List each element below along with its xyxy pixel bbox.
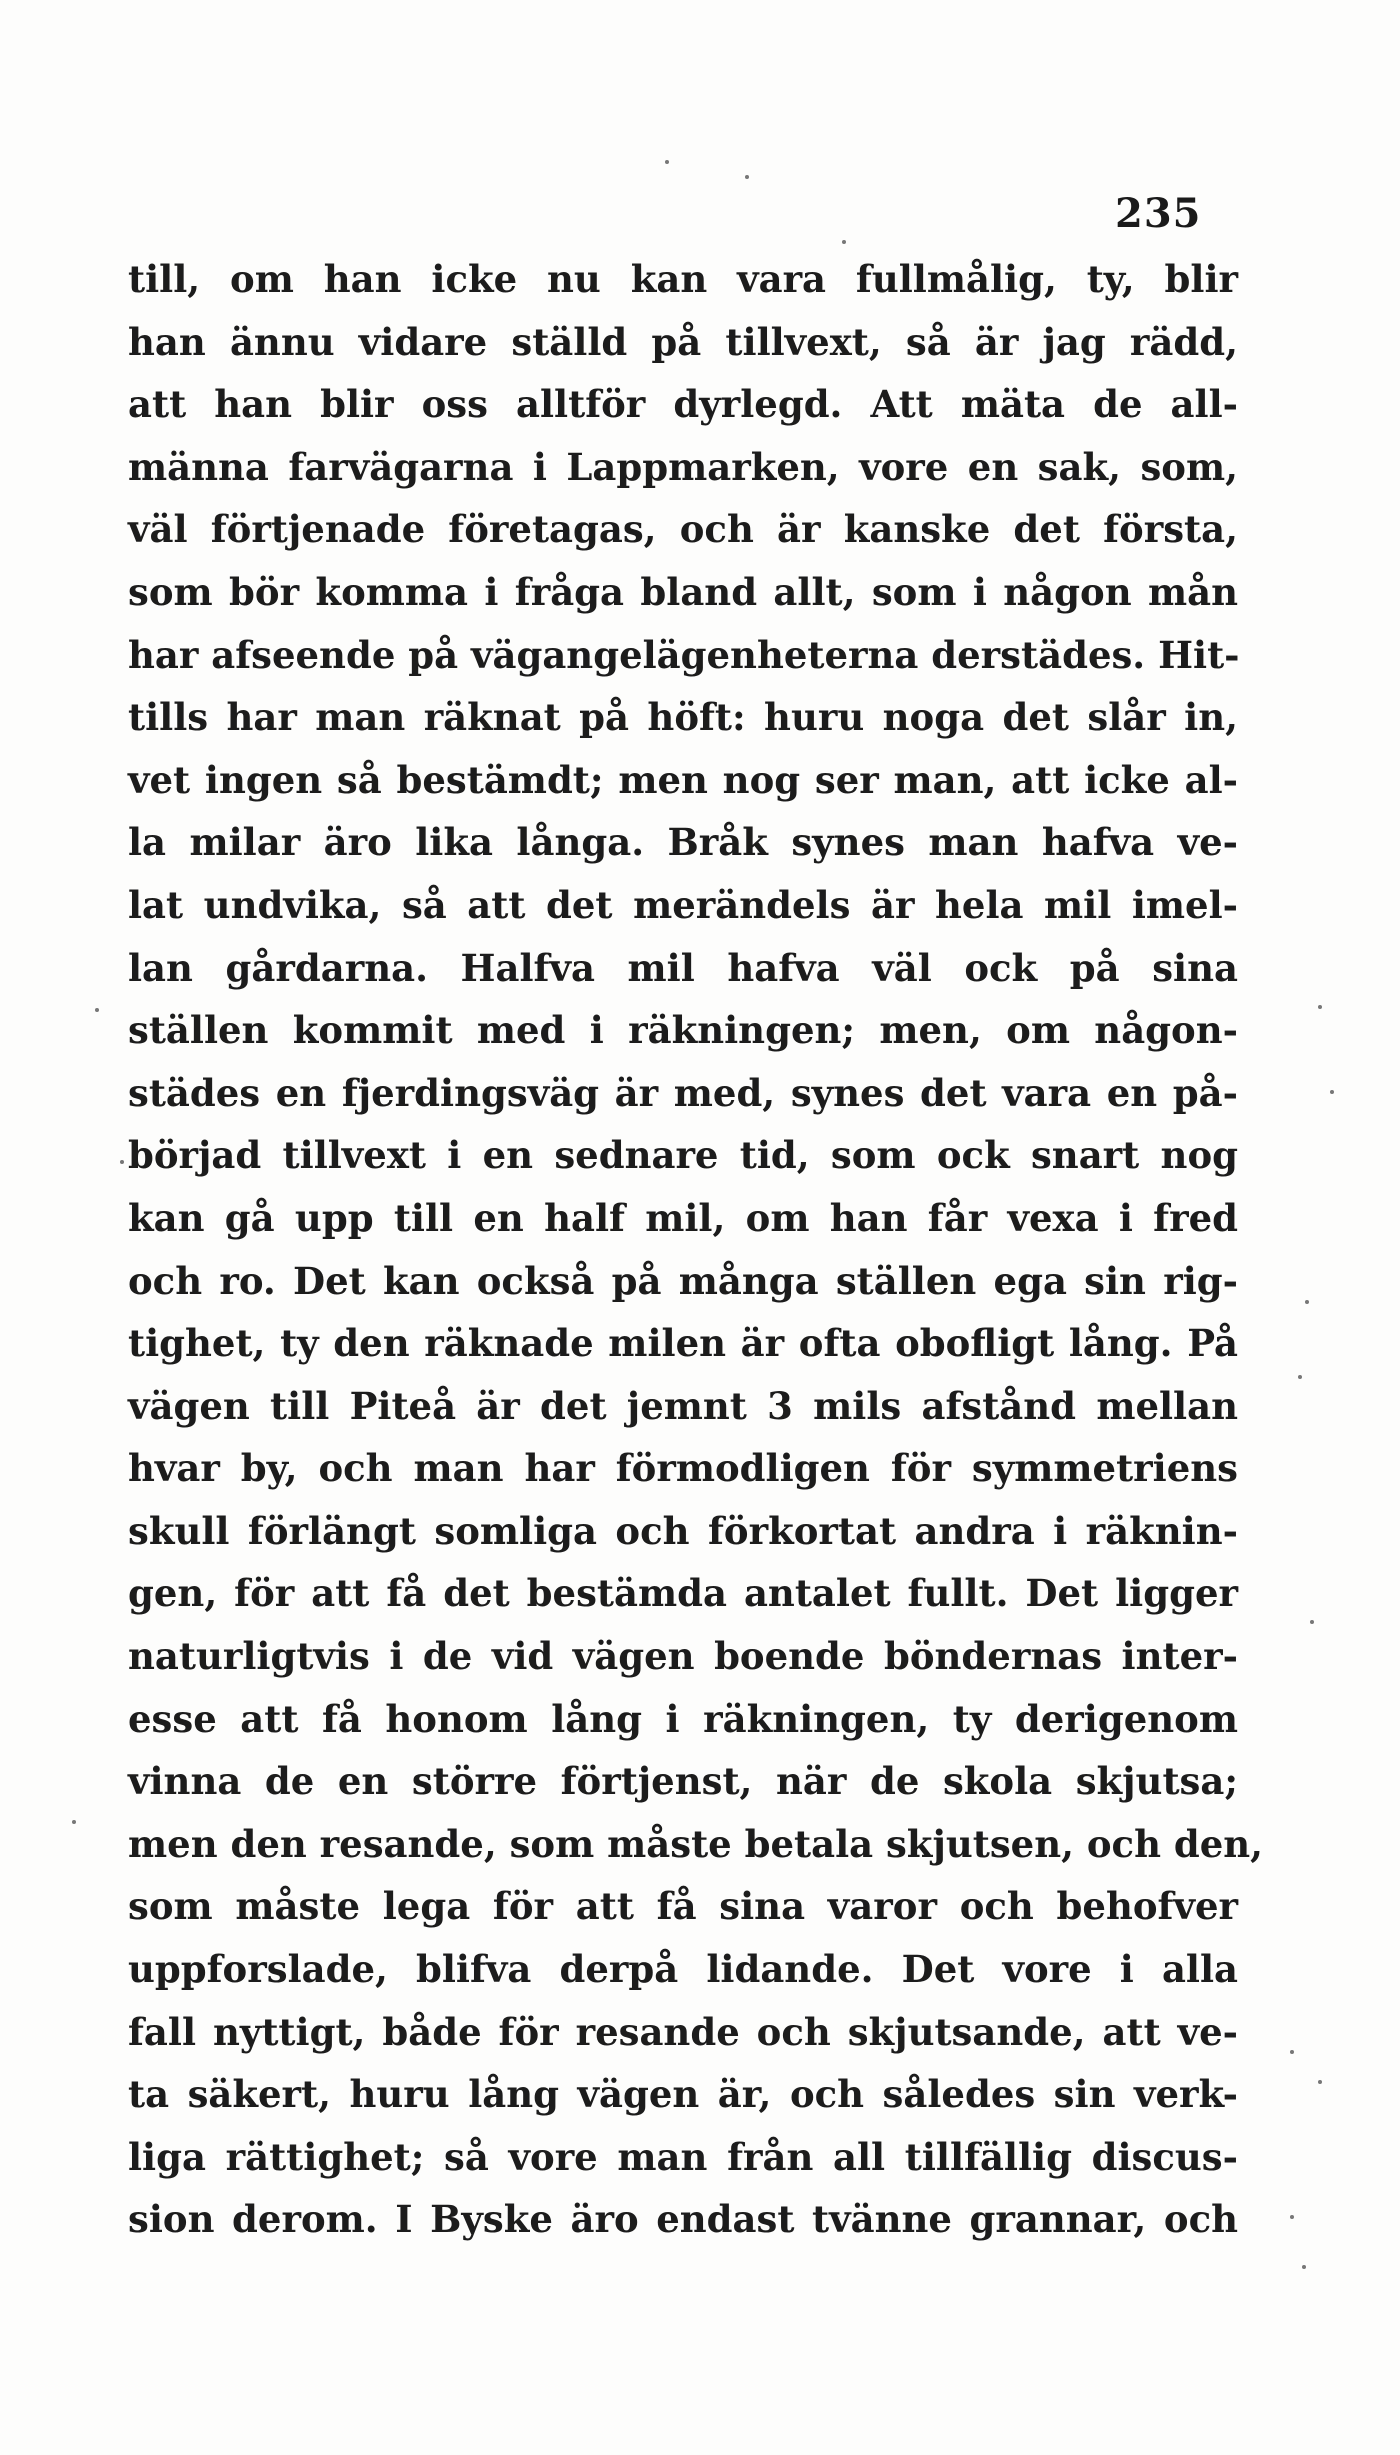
text-line: ställen kommit med i räkningen; men, om någon- (128, 1008, 1238, 1053)
scan-speck (842, 240, 846, 244)
text-line: väl förtjenade företagas, och är kanske det första, (128, 507, 1238, 552)
text-line: men den resande, som måste betala skjutsen, och den, (128, 1821, 1264, 1866)
text-line: börjad tillvext i en sednare tid, som ock snart nog (128, 1133, 1238, 1178)
text-line: som måste lega för att få sina varor och behofver (128, 1884, 1238, 1929)
text-line: vinna de en större förtjenst, när de skola skjutsa; (128, 1759, 1238, 1804)
text-line: la milar äro lika långa. Bråk synes man hafva ve- (128, 820, 1238, 865)
text-line: har afseende på vägangelägenheterna derstädes. Hit- (128, 632, 1240, 677)
scan-speck (1310, 1620, 1314, 1624)
text-line: skull förlängt somliga och förkortat andra i räknin- (128, 1508, 1238, 1553)
text-line: lat undvika, så att det merändels är hela mil imel- (128, 882, 1238, 927)
text-line: vet ingen så bestämdt; men nog ser man, att icke al- (128, 757, 1238, 802)
text-line: naturligtvis i de vid vägen boende böndernas inter- (128, 1634, 1238, 1679)
scan-speck (1290, 2215, 1294, 2219)
text-line: ta säkert, huru lång vägen är, och således sin verk- (128, 2072, 1238, 2117)
scan-speck (1318, 2080, 1322, 2084)
text-line: sion derom. I Byske äro endast tvänne grannar, och (128, 2197, 1238, 2242)
text-line: vägen till Piteå är det jemnt 3 mils afstånd mellan (128, 1383, 1238, 1428)
scan-speck (1305, 1300, 1309, 1304)
scan-speck (1318, 1005, 1322, 1009)
body-text (128, 248, 1264, 2251)
text-line: tills har man räknat på höft: huru noga det slår in, (128, 695, 1238, 740)
text-line: som bör komma i fråga bland allt, som i någon mån (128, 569, 1238, 614)
text-line: att han blir oss alltför dyrlegd. Att mäta de all- (128, 382, 1238, 427)
text-line: och ro. Det kan också på många ställen ega sin rig- (128, 1258, 1238, 1303)
text-line: esse att få honom lång i räkningen, ty derigenom (128, 1696, 1238, 1741)
scan-speck (1330, 1090, 1334, 1094)
text-line: städes en fjerdingsväg är med, synes det vara en på- (128, 1070, 1238, 1115)
scan-speck (1298, 1375, 1302, 1379)
text-line: han ännu vidare ställd på tillvext, så är jag rädd, (128, 319, 1238, 364)
scan-speck (665, 160, 669, 164)
text-line: kan gå upp till en half mil, om han får vexa i fred (128, 1195, 1238, 1240)
text-line: lan gårdarna. Halfva mil hafva väl ock på sina (128, 945, 1238, 990)
text-line: männa farvägarna i Lappmarken, vore en sak, som, (128, 444, 1238, 489)
text-line: uppforslade, blifva derpå lidande. Det vore i alla (128, 1947, 1238, 1992)
page-number: 235 (1115, 190, 1202, 237)
scan-speck (120, 1160, 124, 1164)
scan-speck (72, 1820, 76, 1824)
scan-speck (95, 1008, 99, 1012)
text-line: liga rättighet; så vore man från all tillfällig discus- (128, 2134, 1238, 2179)
text-line: fall nyttigt, både för resande och skjutsande, att ve- (128, 2009, 1238, 2054)
text-line: hvar by, och man har förmodligen för symmetriens (128, 1446, 1238, 1491)
scan-speck (1302, 2265, 1306, 2269)
scan-speck (1290, 2050, 1294, 2054)
text-line: tighet, ty den räknade milen är ofta obofligt lång. På (128, 1321, 1238, 1366)
text-line: gen, för att få det bestämda antalet fullt. Det ligger (128, 1571, 1238, 1616)
text-line: till, om han icke nu kan vara fullmålig, ty, blir (128, 257, 1238, 301)
scan-speck (745, 175, 749, 179)
